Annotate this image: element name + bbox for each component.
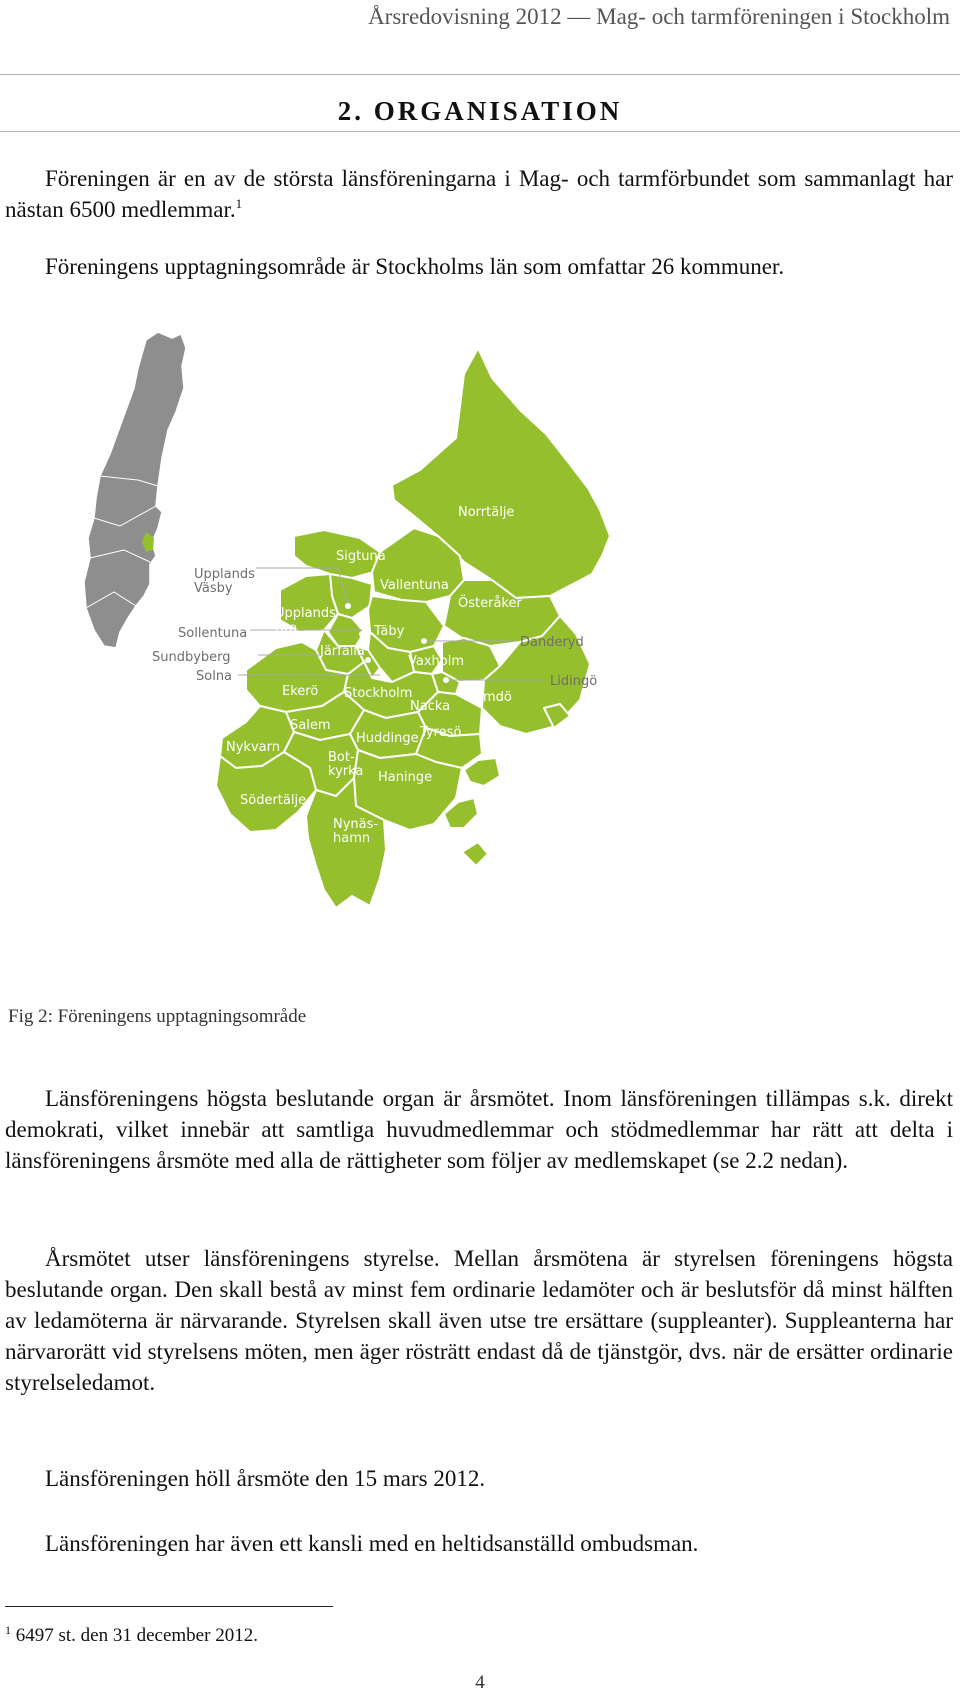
body-paragraph-4: Årsmötet utser länsföreningens styrelse. Mellan årsmötena är styrelsen föreningens högsta beslutande organ. Den skall bestå av minst fem ordinarie ledamöter och är beslutsför då minst hälften av ledamöterna är närvarande. Styrelsen skall även utse tre ersättare (suppleanter). Suppleanterna har närvarorätt vid styrelsens möten, men äger rösträtt endast då de tjänstgör, dvs. när de ersätter ordinarie styrelseledamot.: [5, 1246, 953, 1395]
stockholm-county-map: [80, 330, 680, 1000]
label-taby: Täby: [374, 624, 405, 639]
label-upplands-bro-1: Upplands-: [275, 606, 341, 621]
page-number: 4: [475, 1672, 485, 1693]
footnote-ref: 1: [235, 196, 243, 211]
label-sundbyberg: Sundbyberg: [152, 650, 231, 665]
label-sigtuna: Sigtuna: [336, 549, 386, 564]
intro-paragraph-1: [5, 163, 953, 225]
label-haninge: Haninge: [378, 770, 433, 785]
body-paragraph-3: Länsföreningens högsta beslutande organ är årsmötet. Inom länsföreningen tillämpas s.k. direkt demokrati, vilket innebär att samtliga huvudmedlemmar och stödmedlemmar har rätt att delta i länsföreningens årsmöte med alla de rättigheter som följer av medlemskapet (se 2.2 nedan).: [5, 1086, 953, 1173]
intro-paragraph-1-text: Föreningen är en av de största länsföreningarna i Mag- och tarmförbundet som sammanlagt har nästan 6500 medlemmar.: [5, 166, 953, 222]
label-sollentuna: Sollentuna: [178, 626, 248, 641]
figure-caption: Fig 2: Föreningens upptagningsområde: [8, 1006, 307, 1027]
dot-upplands-vasby: [345, 603, 351, 609]
dot-solna: [377, 668, 383, 674]
title-rule: [0, 131, 960, 132]
running-header: Årsredovisning 2012 — Mag- och tarmföreningen i Stockholm: [368, 4, 950, 29]
body-paragraph-6: Länsföreningen har även ett kansli med en heltidsanställd ombudsman.: [45, 1531, 699, 1556]
footnote-marker: 1: [5, 1623, 11, 1637]
intro-paragraph-2: Föreningens upptagningsområde är Stockholms län som omfattar 26 kommuner.: [45, 254, 785, 279]
footnote-rule: [5, 1606, 333, 1607]
label-osteraker: Österåker: [458, 596, 522, 611]
island-4: [462, 842, 488, 866]
body-paragraph-5: Länsföreningen höll årsmöte den 15 mars 2012.: [45, 1466, 486, 1491]
dot-sundbyberg: [365, 657, 371, 663]
label-nacka: Nacka: [410, 699, 451, 714]
label-huddinge: Huddinge: [356, 731, 419, 746]
label-vaxholm: Vaxholm: [408, 654, 465, 669]
footnote: [5, 1625, 258, 1647]
footnote-text: 6497 st. den 31 december 2012.: [15, 1625, 258, 1646]
label-tyreso: Tyresö: [420, 725, 462, 740]
header-rule: [0, 74, 960, 75]
label-sodertalje: Södertälje: [240, 793, 307, 808]
label-nynashamn-1: Nynäs-: [333, 817, 379, 832]
label-salem: Salem: [290, 718, 331, 733]
label-upplands-bro-2: Bro: [275, 621, 297, 636]
dot-danderyd: [421, 638, 427, 644]
label-upplands-vasby-2: Väsby: [194, 581, 233, 596]
label-nykvarn: Nykvarn: [226, 740, 280, 755]
label-ekero: Ekerö: [282, 684, 319, 699]
dot-sollentuna: [359, 631, 365, 637]
section-title: 2. ORGANISATION: [337, 96, 623, 126]
dot-lidingo: [443, 677, 449, 683]
label-solna: Solna: [196, 669, 233, 684]
label-danderyd: Danderyd: [520, 635, 584, 650]
label-upplands-vasby-1: Upplands: [194, 567, 255, 582]
label-stockholm: Stockholm: [344, 686, 413, 701]
label-varmdo: Värmdö: [462, 690, 512, 705]
label-norrtalje: Norrtälje: [458, 505, 515, 520]
label-nynashamn-2: hamn: [333, 831, 371, 846]
label-jarfalla: Järfälla: [320, 644, 365, 659]
label-botkyrka-2: kyrka: [328, 764, 364, 779]
label-lidingo: Lidingö: [550, 674, 598, 689]
region-sodertalje: [216, 752, 316, 832]
label-botkyrka-1: Bot-: [328, 750, 355, 765]
label-vallentuna: Vallentuna: [380, 578, 449, 593]
